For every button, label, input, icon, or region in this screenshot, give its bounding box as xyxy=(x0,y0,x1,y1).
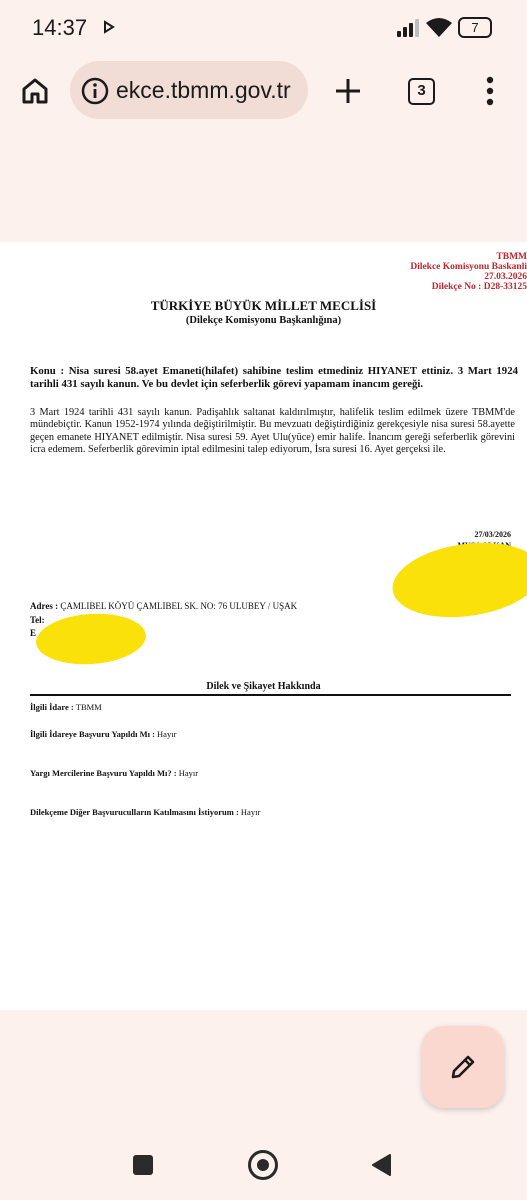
info-icon[interactable] xyxy=(80,76,110,106)
address-label: Adres : xyxy=(30,601,59,611)
petition-document xyxy=(0,242,527,1010)
back-icon[interactable] xyxy=(370,1153,392,1177)
field-value: Hayır xyxy=(240,807,261,817)
pencil-icon xyxy=(449,1053,477,1081)
battery-icon: 7 xyxy=(458,17,492,38)
stamp-line: TBMM xyxy=(496,252,527,262)
field-value: Hayır xyxy=(178,768,199,778)
email-label: E xyxy=(30,628,37,638)
field-row xyxy=(30,702,102,712)
redaction-mark xyxy=(388,534,527,626)
field-row xyxy=(30,807,260,817)
tabs-icon[interactable]: 3 xyxy=(408,78,435,105)
browser-toolbar xyxy=(0,56,527,128)
field-label: Yargı Mercilerine Başvuru Yapıldı Mı? : xyxy=(30,768,177,778)
home-circle-dot xyxy=(257,1159,269,1171)
field-row xyxy=(30,729,176,739)
plus-icon[interactable] xyxy=(334,77,362,105)
document-subtitle: (Dilekçe Komisyonu Başkanlığına) xyxy=(185,315,342,326)
address-value: ÇAMLIBEL KÖYÜ ÇAMLIBEL SK. NO: 76 ULUBEY / UŞAK xyxy=(60,601,298,611)
url-bar[interactable] xyxy=(70,61,308,119)
edit-fab-button[interactable] xyxy=(422,1026,504,1108)
divider xyxy=(30,694,511,696)
field-row xyxy=(30,768,198,778)
status-bar xyxy=(0,0,527,56)
signature-date: 27/03/2026 xyxy=(474,530,511,539)
play-icon xyxy=(103,20,115,34)
section-title: Dilek ve Şikayet Hakkında xyxy=(206,681,321,692)
stamp-line: 27.03.2026 xyxy=(484,272,527,282)
tel-label: Tel: xyxy=(30,615,45,625)
url-text[interactable]: ekce.tbmm.gov.tr xyxy=(116,77,291,103)
stamp-line: Dilekce Komisyonu Baskanli xyxy=(410,262,527,272)
stamp-line: Dilekçe No : D28-33125 xyxy=(431,282,527,292)
body-paragraph: 3 Mart 1924 tarihli 431 sayılı kanun. Padişahlık saltanat kaldırılmıştır, halifelik teslim edilmek üzere TBMM'de mündebiçtir. Kanun 1952-1974 yılında değiştirilmiştir. Bu mevzuatı değiştirdiğiniz gerekçesiyle nisa suresi 58.ayette geçen emanete HIYANET edilmiştir. Nisa suresi 59. Ayet Ulu(yüce) emir halife. İnancım gereği seferberlik görevini icra edemem. Seferberlik görevimin iptal edilmesini talep ediyorum, İsra suresi 16. Ayet gerçeksi ile. xyxy=(30,407,515,455)
signal-icon xyxy=(396,18,420,38)
field-label: İlgili İdareye Başvuru Yapıldı Mı : xyxy=(30,729,155,739)
tbmm-stamp xyxy=(367,252,527,292)
more-vert-icon[interactable] xyxy=(485,76,495,106)
status-time: 14:37 xyxy=(32,15,88,40)
home-circle-icon[interactable] xyxy=(248,1150,278,1180)
recents-icon[interactable] xyxy=(133,1155,153,1175)
field-label: İlgili İdare : xyxy=(30,702,74,712)
home-icon[interactable] xyxy=(20,76,50,106)
field-label: Dilekçeme Diğer Başvuruculların Katılmasını İstiyorum : xyxy=(30,807,239,817)
redaction-mark xyxy=(34,610,147,668)
field-value: TBMM xyxy=(75,702,102,712)
field-value: Hayır xyxy=(157,729,177,739)
address-line xyxy=(30,601,297,611)
subject-paragraph: Konu : Nisa suresi 58.ayet Emaneti(hilafet) sahibine teslim etmediniz HIYANET ettiniz. 3 Mart 1924 tarihli 431 sayılı kanun. Ve bu devlet için seferberlik görevi yapamam inancım gereği. xyxy=(30,365,518,390)
wifi-icon xyxy=(425,17,453,39)
document-title: TÜRKİYE BÜYÜK MİLLET MECLİSİ xyxy=(150,298,377,313)
